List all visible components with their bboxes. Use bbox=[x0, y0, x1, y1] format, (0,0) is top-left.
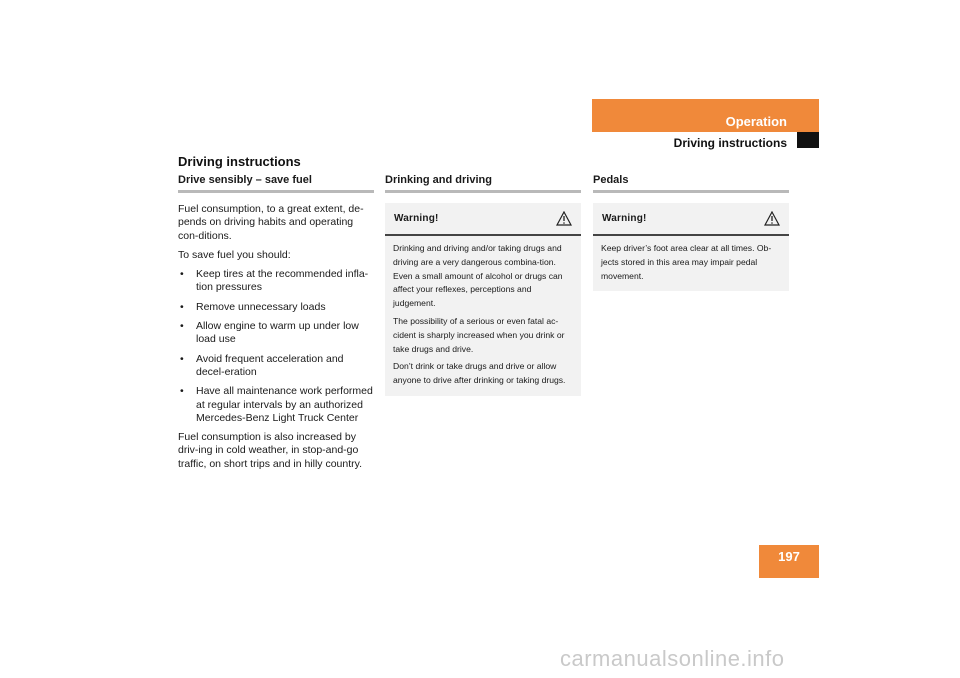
drinking-heading: Drinking and driving bbox=[385, 174, 581, 193]
list-item bbox=[178, 301, 374, 314]
section-title: Operation bbox=[725, 114, 787, 129]
list-item bbox=[178, 353, 374, 380]
bullet-icon: • bbox=[180, 320, 184, 333]
list-item-text: Have all maintenance work performed at regular intervals by an authorized Mercedes-Benz Light Truck Center bbox=[196, 385, 373, 424]
list-item bbox=[178, 320, 374, 347]
pedals-heading: Pedals bbox=[593, 174, 789, 193]
bullet-icon: • bbox=[180, 385, 184, 398]
page-number: 197 bbox=[778, 549, 800, 564]
list-item bbox=[178, 268, 374, 295]
header-marker bbox=[797, 132, 819, 148]
warning-triangle-icon bbox=[556, 211, 572, 226]
list-item-text: Keep tires at the recommended infla-tion pressures bbox=[196, 268, 369, 294]
warning-title: Warning! bbox=[602, 213, 647, 224]
fuel-tips-list bbox=[178, 268, 374, 425]
list-item-text: Avoid frequent acceleration and decel-eration bbox=[196, 352, 344, 378]
pedals-column bbox=[593, 174, 789, 291]
fuel-body bbox=[178, 203, 374, 471]
subsection-title: Driving instructions bbox=[673, 136, 787, 150]
warning-paragraph: The possibility of a serious or even fatal ac-cident is sharply increased when you drink or take drugs and drive. bbox=[393, 315, 565, 354]
fuel-lead: To save fuel you should: bbox=[178, 248, 291, 261]
list-item bbox=[178, 385, 374, 425]
drinking-column bbox=[385, 174, 581, 396]
warning-header bbox=[593, 203, 789, 236]
fuel-heading: Drive sensibly – save fuel bbox=[178, 174, 374, 193]
warning-paragraph: Drinking and driving and/or taking drugs and driving are a very dangerous combina-tion. Even a small amount of alcohol or drugs can affect your reflexes, perceptions and judgement. bbox=[393, 243, 563, 309]
drinking-warning-box bbox=[385, 203, 581, 396]
warning-text bbox=[393, 242, 573, 388]
bullet-icon: • bbox=[180, 352, 184, 365]
watermark: carmanualsonline.info bbox=[560, 646, 785, 671]
fuel-intro: Fuel consumption, to a great extent, de-pends on driving habits and operating con-ditions. bbox=[178, 203, 364, 242]
pedals-warning-box bbox=[593, 203, 789, 291]
page-title: Driving instructions bbox=[178, 154, 301, 169]
warning-text bbox=[601, 242, 781, 283]
fuel-column bbox=[178, 174, 374, 477]
warning-title: Warning! bbox=[394, 213, 439, 224]
warning-triangle-icon bbox=[764, 211, 780, 226]
page-number-box bbox=[759, 545, 819, 578]
bullet-icon: • bbox=[180, 268, 184, 281]
warning-paragraph: Don’t drink or take drugs and drive or allow anyone to drive after drinking or taking drugs. bbox=[393, 361, 566, 386]
warning-paragraph: Keep driver’s foot area clear at all times. Ob-jects stored in this area may impair pedal movement. bbox=[601, 243, 772, 281]
list-item-text: Remove unnecessary loads bbox=[196, 300, 326, 313]
bullet-icon: • bbox=[180, 300, 184, 313]
warning-header bbox=[385, 203, 581, 236]
fuel-outro: Fuel consumption is also increased by driv-ing in cold weather, in stop-and-go traffic, on short trips and in hilly country. bbox=[178, 431, 363, 470]
list-item-text: Allow engine to warm up under low load use bbox=[196, 320, 359, 346]
header-bar bbox=[592, 99, 819, 132]
